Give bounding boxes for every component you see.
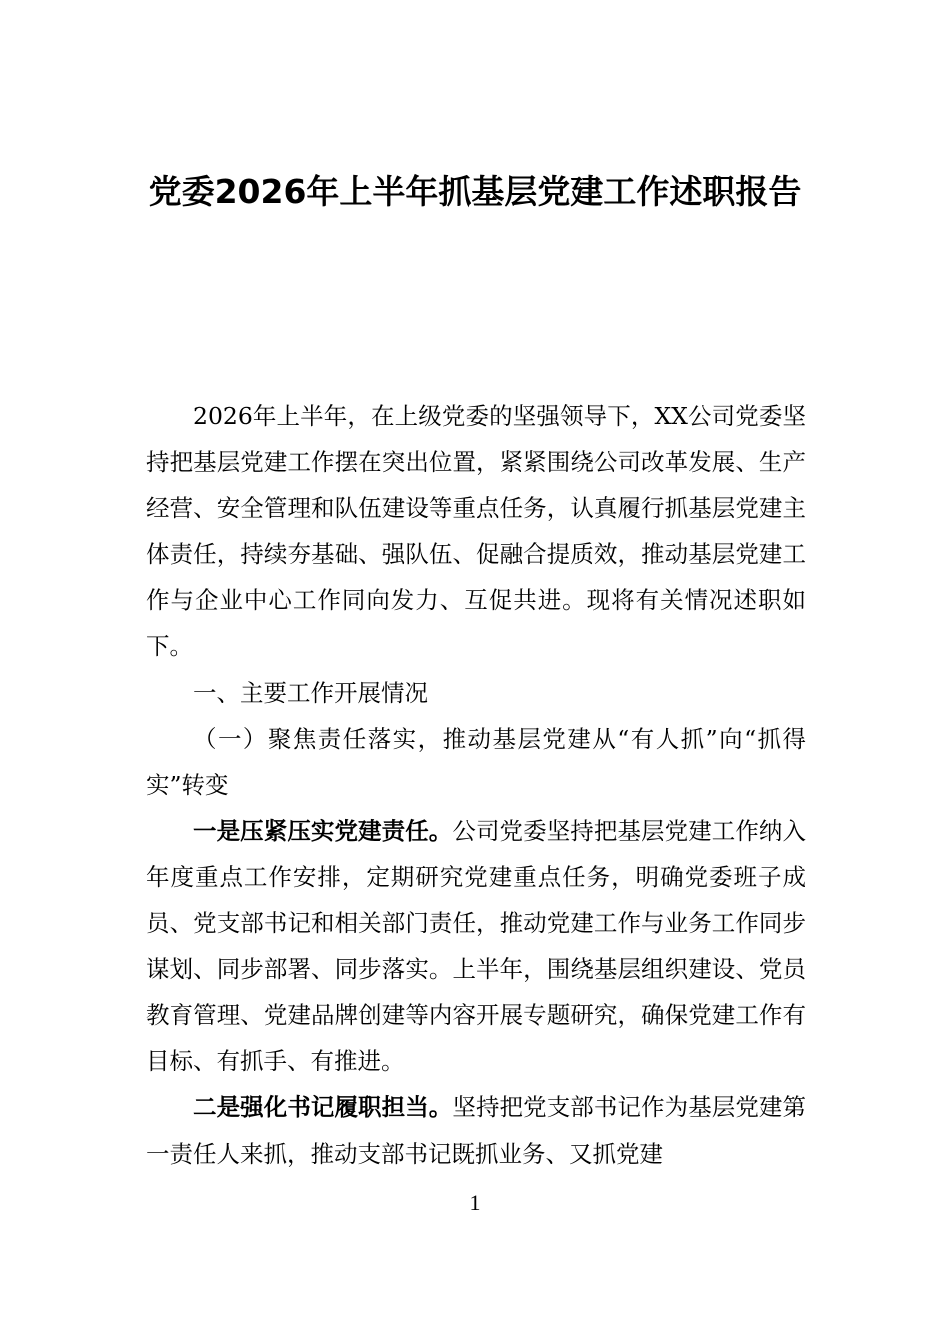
body-paragraph-1 [146, 808, 806, 1085]
subsection-heading: （一）聚焦责任落实，推动基层党建从“有人抓”向“抓得实”转变 [146, 724, 806, 799]
paragraph-1-text: 公司党委坚持把基层党建工作纳入年度重点工作安排，定期研究党建重点任务，明确党委班子成员、党支部书记和相关部门责任，推动党建工作与业务工作同步谋划、同步部署、同步落实。上半年，围绕基层组织建设、党员教育管理、党建品牌创建等内容开展专题研究，确保党建工作有目标、有抓手、有推进。 [146, 816, 807, 1076]
intro-paragraph: 2026年上半年，在上级党委的坚强领导下，XX公司党委坚持把基层党建工作摆在突出位置，紧紧围绕公司改革发展、生产经营、安全管理和队伍建设等重点任务，认真履行抓基层党建主体责任，持续夯基础、强队伍、促融合提质效，推动基层党建工作与企业中心工作同向发力、互促共进。现将有关情况述职如下。 [146, 402, 806, 661]
document-body [146, 393, 806, 1177]
paragraph-2-text: 坚持把党支部书记作为基层党建第一责任人来抓，推动支部书记既抓业务、又抓党建 [146, 1093, 807, 1168]
paragraph-2-lead: 二是强化书记履职担当。 [193, 1093, 453, 1122]
section-heading: 一、主要工作开展情况 [193, 678, 428, 707]
paragraph-1-lead: 一是压紧压实党建责任。 [193, 816, 453, 845]
document-title: 党委2026年上半年抓基层党建工作述职报告 [148, 172, 802, 211]
page-number: 1 [469, 1190, 481, 1215]
body-paragraph-2 [146, 1084, 806, 1176]
